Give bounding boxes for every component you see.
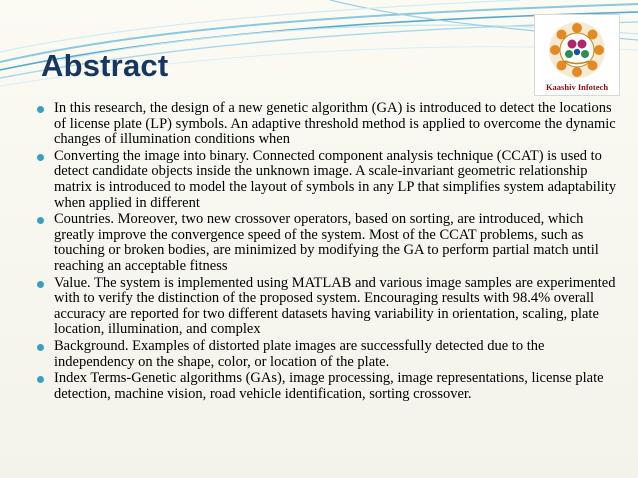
bullet-dot-icon: [37, 217, 44, 224]
bullet-dot-icon: [37, 106, 44, 113]
bullet-dot-icon: [37, 376, 44, 383]
slide-title: Abstract: [41, 48, 169, 83]
kaashiv-logo-icon: [542, 18, 612, 84]
bullet-item: [37, 149, 627, 211]
bullet-text: Converting the image into binary. Connected component analysis technique (CCAT) is used to detect candidate objects inside the unknown image. A scale-invariant geometric relationship matrix is introduced to model the layout of symbols in any LP that simplifies system adaptability when applied in different: [54, 147, 617, 211]
logo-text: Kaashiv Infotech: [545, 82, 609, 92]
bullet-text: In this research, the design of a new genetic algorithm (GA) is introduced to detect the locations of license plate (LP) symbols. An adaptive threshold method is applied to overcome the dynamic changes of illumination conditions when: [54, 100, 616, 148]
bullet-item: [37, 101, 627, 148]
bullet-item: [37, 212, 627, 274]
bullet-dot-icon: [37, 344, 44, 351]
bullet-item: [37, 371, 627, 402]
bullet-item: [37, 339, 627, 370]
kaashiv-logo: [534, 14, 620, 96]
bullet-text: Value. The system is implemented using MATLAB and various image samples are experimented with to verify the distinction of the proposed system. Encouraging results with 98.4% overall accuracy are reported for two different datasets having variability in orientation, scaling, plate location, illumination, and complex: [54, 274, 616, 338]
bullet-text: Countries. Moreover, two new crossover operators, based on sorting, are introduced, which greatly improve the convergence speed of the system. Most of the CCAT problems, such as touching or broken bodies, are minimized by modifying the GA to perform partial match until reaching an acceptable fitness: [54, 211, 599, 274]
bullet-text: Index Terms-Genetic algorithms (GAs), image processing, image representations, license plate detection, machine vision, road vehicle identification, sorting crossover.: [54, 370, 604, 402]
bullet-dot-icon: [37, 154, 44, 161]
bullet-dot-icon: [37, 281, 44, 288]
bullet-item: [37, 276, 627, 338]
bullet-text: Background. Examples of distorted plate images are successfully detected due to the independency on the shape, color, or location of the plate.: [54, 337, 545, 370]
bullet-list: [37, 101, 627, 403]
